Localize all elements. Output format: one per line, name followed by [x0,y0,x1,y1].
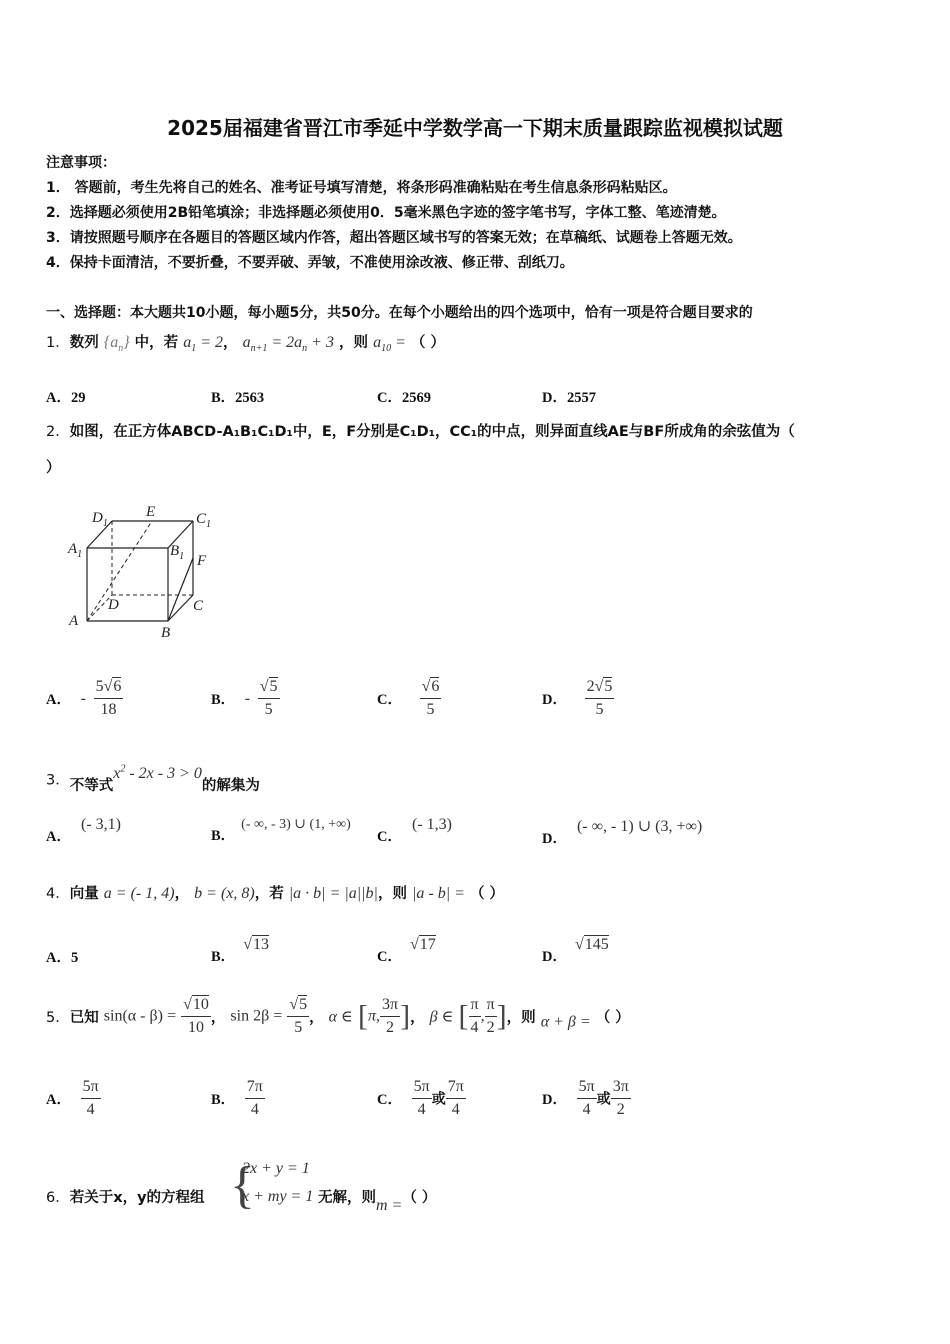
option-b[interactable]: B． - $\frac{√5}{5}$ [211,678,278,718]
condition-2: $a_{n+1} = 2a_n + 3$ [242,334,334,355]
option-c[interactable]: C．(- 1,3) [377,816,452,845]
label-b: B [161,625,171,641]
option-c[interactable]: C． $\frac{√6}{5}$ [377,678,440,718]
question-number: 2． [46,424,70,440]
option-d[interactable]: D．√145 [542,936,609,965]
question-4: 4．向量 a = (- 1, 4)， b = (x, 8)，若 |a · b| = |a||b|，则 |a - b| = （ ） [46,885,505,902]
question-number: 1． [46,335,70,351]
equation-1: 2x + y = 1 [242,1160,310,1177]
option-b[interactable]: B．√13 [211,936,269,965]
option-a[interactable]: A． $\frac{5\pi}{4}$ [46,1078,99,1118]
option-a[interactable]: A． - $\frac{5√6}{18}$ [46,678,122,718]
section-heading: 一、选择题：本大题共10小题，每小题5分，共50分。在每个小题给出的四个选项中，恰有一项是符合题目要求的 [46,305,753,321]
option-d[interactable]: D．2557 [542,390,596,406]
segment-bf [168,558,193,621]
notice-item: 2．选择题必须使用2B铅笔填涂；非选择题必须使用0．5毫米黑色字迹的签字笔书写，字体工整、笔迹清楚。 [46,205,726,221]
option-d[interactable]: D． $\frac{5\pi}{4}$ 或 $\frac{3\pi}{2}$ [542,1078,629,1118]
question-number: 4． [46,886,70,902]
label-a: A [69,613,79,629]
label-c1: $C_1$ [196,511,212,530]
option-d[interactable]: D． $\frac{2√5}{5}$ [542,678,613,718]
sequence-symbol: $\{a_n\}$ [103,334,130,355]
question-6-tail: 无解，则m =（ ） [318,1190,437,1214]
label-d1: $D_1$ [92,510,108,529]
option-b[interactable]: B．(- ∞, - 3) ∪ (1, +∞) [211,817,351,844]
option-d[interactable]: D．(- ∞, - 1) ∪ (3, +∞) [542,818,703,847]
question-number: 6． [46,1190,70,1206]
cube-figure [60,500,230,645]
vector-b: b = (x, 8) [194,885,255,902]
option-a[interactable]: A．5 [46,950,79,966]
option-c[interactable]: C．√17 [377,936,436,965]
question-ask: m = [376,1197,403,1214]
question-ask: $a_{10}$ = [373,334,406,355]
option-b[interactable]: B． $\frac{7\pi}{4}$ [211,1078,263,1118]
option-b[interactable]: B．2563 [211,390,265,406]
question-5: 5．已知 sin(α - β) = $\frac{√10}{10}$ ， sin 2β = $\frac{√5}{5}$ ， α ∈ [π, $\frac{3\pi}{2}$ ]， β ∈ [ $\frac{\pi}{4}$ , $\frac{\pi}{2}$ ]，则 α + β = （ ） [46,996,630,1036]
question-ask: α + β = [540,1013,591,1031]
question-3: 3．不等式$x^2 - 2x - 3 > 0$的解集为 [46,764,260,795]
notice-item: 1． 答题前，考生先将自己的姓名、准考证号填写清楚，将条形码准确粘贴在考生信息条形码粘贴区。 [46,180,677,196]
question-1: 1．数列 $\{a_n\}$ 中，若 $a_1 = 2$， $a_{n+1} = 2a_n + 3$ ，则 $a_{10}$ = （ ） [46,334,445,355]
label-a1: $A_1$ [68,541,83,560]
segment-ae [87,521,152,621]
option-c[interactable]: C． $\frac{5\pi}{4}$ 或 $\frac{7\pi}{4}$ [377,1078,464,1118]
question-2-continued: ） [46,460,61,476]
label-f: F [197,553,207,569]
question-number: 5． [46,1010,70,1026]
inequality: $x^2 - 2x - 3 > 0$ [113,764,202,783]
page-title: 2025届福建省晋江市季延中学数学高一下期末质量跟踪监视模拟试题 [167,116,783,140]
question-2: 2．如图，在正方体ABCD-A₁B₁C₁D₁中，E，F分别是C₁D₁，CC₁的中点，则异面直线AE与BF所成角的余弦值为（ [46,424,795,440]
notice-item: 3．请按照题号顺序在各题目的答题区域内作答，超出答题区域书写的答案无效；在草稿纸、试题卷上答题无效。 [46,230,742,246]
question-ask: |a - b| = [412,885,465,902]
vector-a: a = (- 1, 4) [103,885,175,902]
option-c[interactable]: C．2569 [377,390,431,406]
condition-1: $a_1 = 2$ [183,334,224,355]
label-d: D [108,597,119,613]
condition: |a · b| = |a||b| [288,885,378,902]
notice-item: 4．保持卡面清洁，不要折叠，不要弄破、弄皱，不准使用涂改液、修正带、刮纸刀。 [46,255,574,271]
label-c: C [193,598,204,614]
label-e: E [146,504,156,520]
notice-heading: 注意事项： [46,155,116,171]
option-a[interactable]: A．(- 3,1) [46,816,121,845]
equation-2: x + my = 1 [242,1188,314,1205]
question-6: 6．若关于x，y的方程组 [46,1190,205,1206]
label-b1: $B_1$ [170,543,185,562]
question-number: 3． [46,772,70,789]
cube-edge [168,595,193,621]
option-a[interactable]: A．29 [46,390,86,406]
